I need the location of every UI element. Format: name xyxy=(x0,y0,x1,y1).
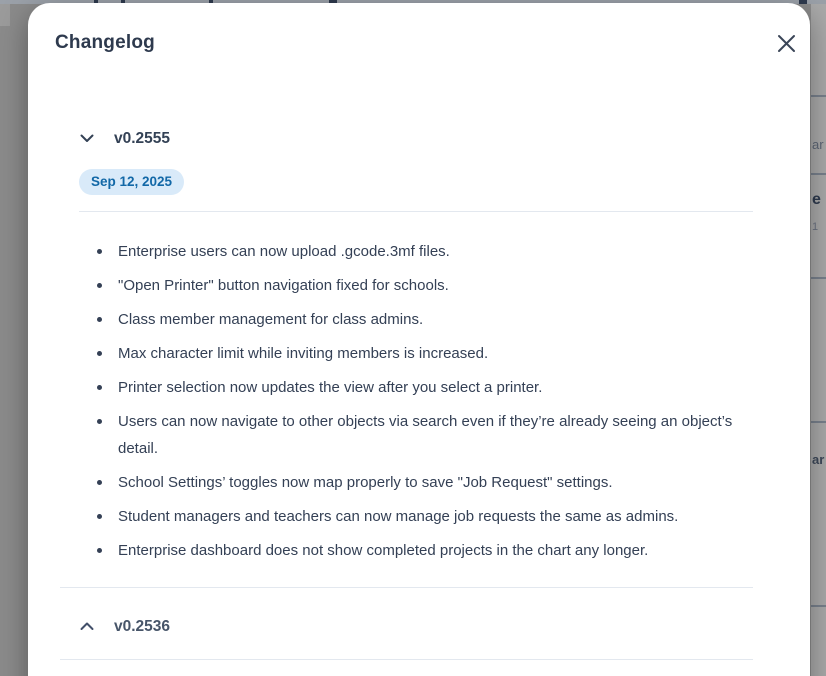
version-label: v0.2555 xyxy=(114,129,171,147)
background-text-fragment: ar xyxy=(812,452,825,467)
background-divider xyxy=(811,421,826,423)
release-date-badge: Sep 12, 2025 xyxy=(79,169,184,195)
background-text-fragment: 1 xyxy=(812,221,819,233)
divider xyxy=(60,587,753,588)
background-page-right-edge xyxy=(811,4,826,676)
background-divider xyxy=(811,95,826,97)
changelog-item: Printer selection now updates the view after you select a printer. xyxy=(79,374,753,401)
changelog-content xyxy=(60,127,753,660)
changelog-item: "Open Printer" button navigation fixed for schools. xyxy=(79,272,753,299)
chevron-down-icon[interactable] xyxy=(80,134,94,143)
version-label: v0.2536 xyxy=(114,617,171,635)
background-divider xyxy=(811,605,826,607)
dialog-title: Changelog xyxy=(55,32,155,53)
changelog-dialog xyxy=(28,3,810,676)
changelog-item: Enterprise dashboard does not show completed projects in the chart any longer. xyxy=(79,537,753,564)
changelog-item: Enterprise users can now upload .gcode.3mf files. xyxy=(79,238,753,265)
changelog-item: Users can now navigate to other objects via search even if they’re already seeing an object’s detail. xyxy=(79,408,753,462)
close-icon xyxy=(777,34,796,53)
accordion-header-v02555[interactable] xyxy=(80,127,753,150)
background-divider xyxy=(811,173,826,175)
changelog-item: Student managers and teachers can now manage job requests the same as admins. xyxy=(79,503,753,530)
chevron-up-icon[interactable] xyxy=(80,622,94,631)
divider xyxy=(60,659,753,660)
changelog-item: School Settings’ toggles now map properly to save "Job Request" settings. xyxy=(79,469,753,496)
background-divider xyxy=(811,277,826,279)
changelog-item: Max character limit while inviting members is increased. xyxy=(79,340,753,367)
dialog-header xyxy=(28,3,810,56)
background-text-fragment: e xyxy=(812,191,821,208)
divider xyxy=(79,211,753,212)
close-button[interactable] xyxy=(774,31,798,55)
accordion-header-v02536[interactable] xyxy=(80,615,753,638)
changelog-list xyxy=(79,238,753,564)
changelog-item: Class member management for class admins. xyxy=(79,306,753,333)
background-text-fragment: ar xyxy=(812,137,824,152)
